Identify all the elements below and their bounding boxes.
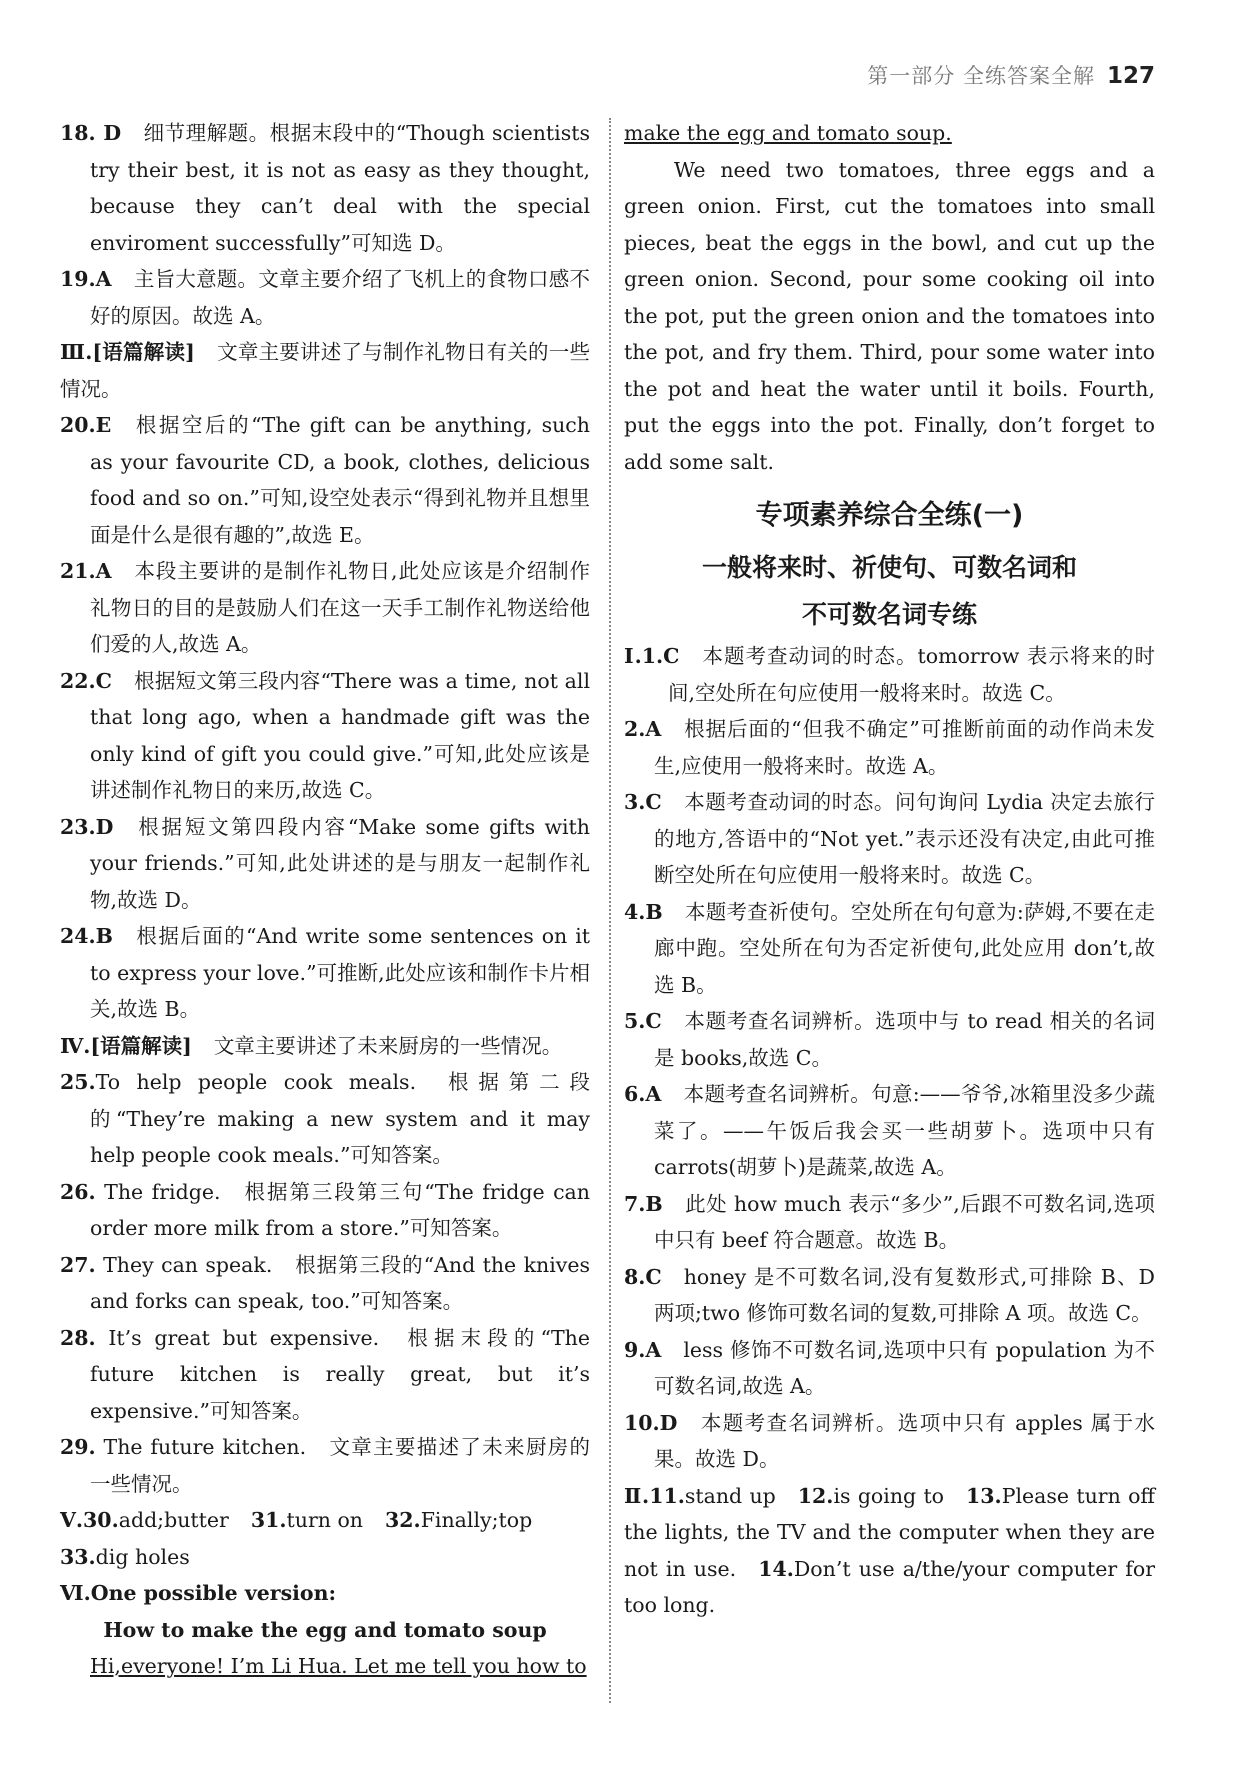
answer-21: 21.A 本段主要讲的是制作礼物日,此处应该是介绍制作礼物日的目的是鼓励人们在这一天手工制作礼物送给他们爱的人,故选 A。 xyxy=(60,559,590,656)
left-column xyxy=(60,115,590,1685)
page-header xyxy=(867,60,1155,90)
section-heading: 专项素养综合全练(一) xyxy=(755,500,1024,531)
answer-4: 4.B 本题考查祈使句。空处所在句句意为:萨姆,不要在走廊中跑。空处所在句为否定祈使句,此处应用 don’t,故选 B。 xyxy=(624,899,1155,997)
essay-line-2: make the egg and tomato soup. xyxy=(624,121,952,145)
answer-19: 19.A 主旨大意题。文章主要介绍了飞机上的食物口感不好的原因。故选 A。 xyxy=(60,267,590,328)
section-2-answers: Ⅱ.11.stand up 12.is going to 13.Please turn off the lights, the TV and the computer when they are not in use. 14.Don’t use a/the/your computer for too long. xyxy=(624,1483,1155,1617)
answer-27: 27. They can speak. 根据第三段的“And the knives and forks can speak, too.”可知答案。 xyxy=(60,1252,590,1313)
right-column xyxy=(624,115,1155,1624)
section-5-answers: Ⅴ.30.add;butter 31.turn on 32.Finally;top xyxy=(60,1508,533,1532)
answer-5: 5.C 本题考查名词辨析。选项中与 to read 相关的名词是 books,故选 C。 xyxy=(624,1009,1155,1070)
answer-6: 6.A 本题考查名词辨析。句意:——爷爷,冰箱里没多少蔬菜了。——午饭后我会买一些胡萝卜。选项中只有 carrots(胡萝卜)是蔬菜,故选 A。 xyxy=(624,1082,1155,1179)
answer-26: 26. The fridge. 根据第三段第三句“The fridge can order more milk from a store.”可知答案。 xyxy=(60,1179,590,1240)
page-number: 127 xyxy=(1106,63,1155,89)
section-subheading-1: 一般将来时、祈使句、可数名词和 xyxy=(701,553,1077,582)
answer-18: 18. D 细节理解题。根据末段中的“Though scientists try their best, it is not as easy as they thought, because they can’t deal with the special enviroment successfully”可知选 D。 xyxy=(60,121,590,255)
answer-29: 29. The future kitchen. 文章主要描述了未来厨房的一些情况。 xyxy=(60,1435,590,1496)
answer-9: 9.A less 修饰不可数名词,选项中只有 population 为不可数名词,故选 A。 xyxy=(624,1337,1155,1398)
answer-2: 2.A 根据后面的“但我不确定”可推断前面的动作尚未发生,应使用一般将来时。故选 A。 xyxy=(624,717,1155,778)
answer-23: 23.D 根据短文第四段内容“Make some gifts with your friends.”可知,此处讲述的是与朋友一起制作礼物,故选 D。 xyxy=(60,814,590,912)
answer-3: 3.C 本题考查动词的时态。问句询问 Lydia 决定去旅行的地方,答语中的“Not yet.”表示还没有决定,由此可推断空处所在句应使用一般将来时。故选 C。 xyxy=(624,790,1155,887)
answer-8: 8.C honey 是不可数名词,没有复数形式,可排除 B、D 两项;two 修饰可数名词的复数,可排除 A 项。故选 C。 xyxy=(624,1264,1155,1325)
answer-25: 25.To help people cook meals. 根据第二段的“They’re making a new system and it may help people cook meals.”可知答案。 xyxy=(60,1070,591,1167)
section-4-intro: Ⅳ.[语篇解读] 文章主要讲述了未来厨房的一些情况。 xyxy=(60,1033,563,1058)
section-subheading-2: 不可数名词专练 xyxy=(801,600,977,629)
answer-24: 24.B 根据后面的“And write some sentences on it to express your love.”可推断,此处应该和制作卡片相关,故选 B。 xyxy=(60,924,590,1021)
essay-title: How to make the egg and tomato soup xyxy=(103,1617,547,1642)
answer-20: 20.E 根据空后的“The gift can be anything, such as your favourite CD, a book, clothes, delicious food and so on.”可知,设空处表示“得到礼物并且想里面是什么是很有趣的”,故选 E。 xyxy=(60,413,590,547)
section-title: 第一部分 全练答案全解 xyxy=(867,64,1095,88)
answer-1: Ⅰ.1.C 本题考查动词的时态。tomorrow 表示将来的时间,空处所在句应使用一般将来时。故选 C。 xyxy=(624,644,1155,705)
essay-paragraph: We need two tomatoes, three eggs and a green onion. First, cut the tomatoes into small pieces, beat the eggs in the bowl, and cut up the green onion. Second, pour some cooking oil into the pot, put the green onion and the tomatoes into the pot, and fry them. Third, pour some water into the pot and heat the water until it boils. Fourth, put the eggs into the pot. Finally, don’t forget to add some salt. xyxy=(624,157,1155,474)
answer-10: 10.D 本题考查名词辨析。选项中只有 apples 属于水果。故选 D。 xyxy=(624,1410,1155,1471)
essay-line-1: Hi,everyone! I’m Li Hua. Let me tell you how to xyxy=(90,1654,587,1678)
section-6-intro: Ⅵ.One possible version: xyxy=(60,1581,337,1605)
answer-7: 7.B 此处 how much 表示“多少”,后跟不可数名词,选项中只有 beef 符合题意。故选 B。 xyxy=(624,1191,1155,1252)
section-3-intro: Ⅲ.[语篇解读] 文章主要讲述了与制作礼物日有关的一些情况。 xyxy=(60,340,591,401)
answer-28: 28. It’s great but expensive. 根据末段的“The future kitchen is really great, but it’s expensive.”可知答案。 xyxy=(60,1325,590,1423)
answer-22: 22.C 根据短文第三段内容“There was a time, not all that long ago, when a handmade gift was the only kind of gift you could give.”可知,此处应该是讲述制作礼物日的来历,故选 C。 xyxy=(60,668,590,802)
answer-33: 33.dig holes xyxy=(60,1544,190,1569)
column-divider xyxy=(609,118,611,1703)
